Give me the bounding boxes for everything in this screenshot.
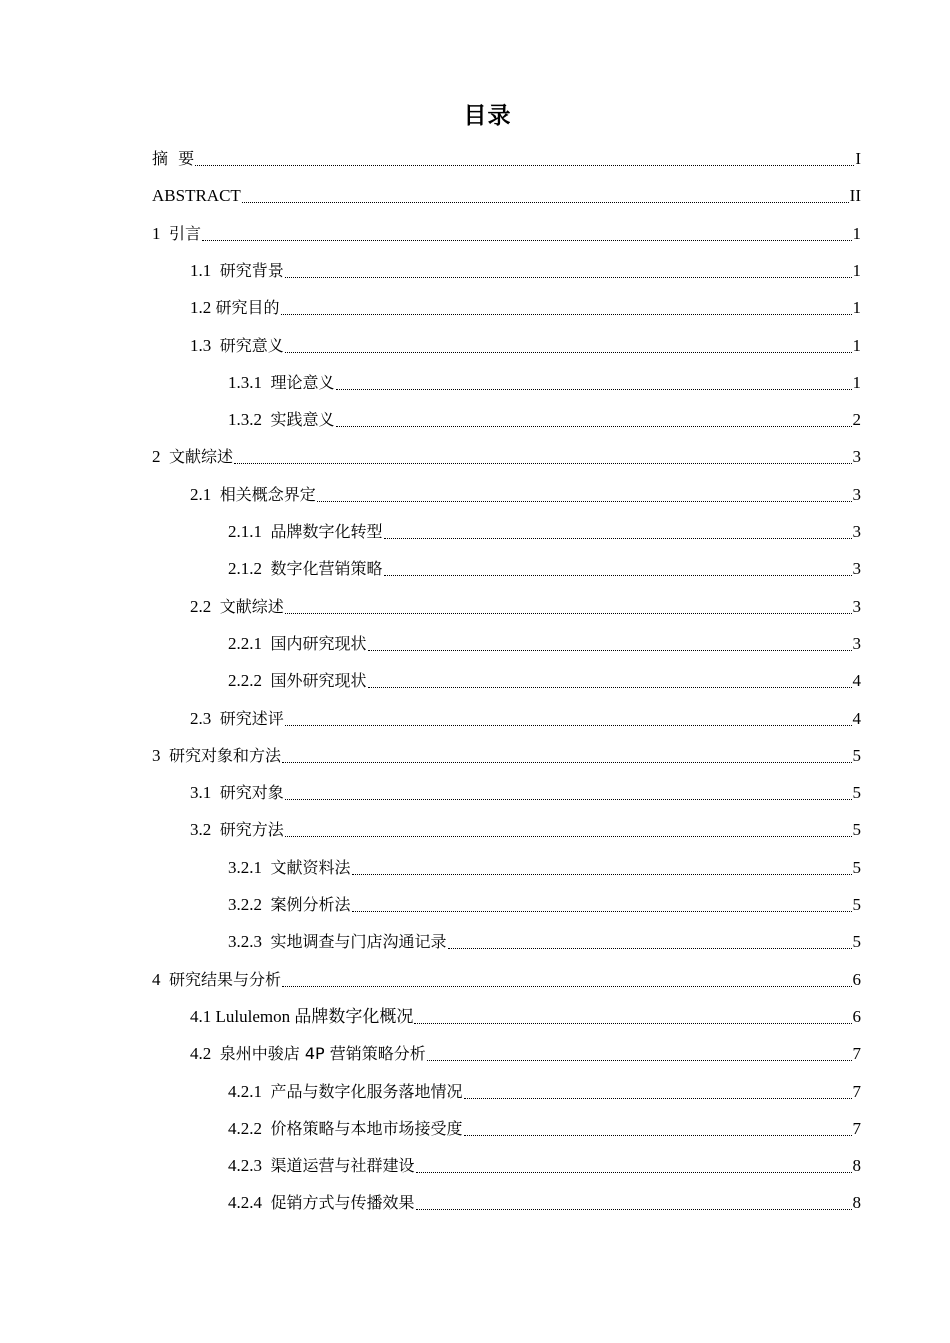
toc-entry-label: 研究述评 [219,708,284,728]
toc-entry-number: 4 [152,969,161,989]
toc-entry-gap [161,970,170,989]
toc-entry-gap [262,410,271,429]
toc-entry-number: 4.2.3 [228,1156,262,1176]
toc-entry[interactable] [228,1111,861,1147]
toc-entry-label: 研究目的 [215,298,280,318]
toc-entry[interactable] [152,216,861,252]
toc-page-number: 7 [852,1118,861,1138]
toc-entry-text [228,1156,415,1176]
toc-page-number: 3 [852,596,861,616]
dot-leader [336,388,852,390]
toc-entry-gap [262,559,271,578]
toc-page-number: 7 [852,1044,861,1064]
toc-entry[interactable] [228,365,861,401]
toc-entry-gap [262,373,271,392]
toc-page-number: 5 [852,932,861,952]
dot-leader [352,910,852,912]
toc-entry-number: 1.1 [190,260,212,280]
toc-entry[interactable] [190,812,861,848]
dot-leader [464,1134,852,1136]
toc-entry-label: 泉州中骏店 4P 营销策略分析 [219,1044,426,1064]
toc-entry-text [190,1007,413,1027]
toc-entry-gap [262,1156,271,1175]
toc-entry-text [152,224,201,244]
toc-entry-label: ABSTRACT [152,186,241,206]
toc-page-number: I [855,149,861,168]
toc-entry-number: 3 [152,745,161,765]
toc-entry-text [228,858,351,878]
toc-entry-label: 实践意义 [270,410,335,430]
toc-entry-number: 2.1.1 [228,522,262,541]
toc-page-number: 1 [852,335,861,355]
toc-entry-label: 品牌数字化转型 [270,522,383,541]
toc-entry-label: 文献综述 [219,596,284,616]
toc-entry-label: 价格策略与本地市场接受度 [270,1118,463,1138]
dot-leader [285,724,852,726]
toc-entry-text [152,970,281,990]
toc-entry[interactable] [190,999,861,1035]
toc-entry-gap [211,261,220,280]
dot-leader [281,313,852,315]
toc-entry-label: 案例分析法 [270,895,351,914]
toc-entry[interactable] [190,253,861,289]
toc-entry-text [152,746,281,766]
toc-entry-label: 研究方法 [219,820,284,840]
toc-entry-number: 2.2.1 [228,633,262,653]
toc-entry[interactable] [190,477,861,513]
toc-page-number: 5 [852,745,861,765]
toc-entry-gap [262,634,271,653]
toc-entry[interactable] [228,887,861,923]
toc-page-number: 8 [852,1156,861,1176]
toc-entry-text [152,186,241,206]
toc-page-number: 8 [852,1193,861,1213]
toc-entry-gap [211,709,220,728]
toc-entry-number: 1 [152,223,161,243]
toc-entry-text [228,932,447,952]
toc-entry-text [190,298,280,318]
toc-entry-gap [161,746,170,765]
toc-entry[interactable] [190,775,861,811]
toc-entry-number: 1.3 [190,335,212,355]
toc-entry-text [228,373,335,393]
toc-entry-label: 相关概念界定 [219,484,316,504]
toc-entry-number: 3.2 [190,820,212,840]
dot-leader [285,835,852,837]
toc-entry-gap [211,485,220,504]
toc-entry-text [228,1082,463,1102]
toc-entry-number: 2.2 [190,596,212,616]
toc-entry-text [190,783,284,803]
toc-entry-gap [262,1193,271,1212]
toc-entry-label: 研究对象 [219,783,284,803]
dot-leader [285,276,852,278]
toc-entry-number: 1.3.1 [228,372,262,392]
toc-entry-gap [262,932,271,951]
toc-entry-text [190,336,284,356]
toc-entry[interactable] [228,514,861,550]
toc-page-number: 3 [852,633,861,653]
toc-entry-gap [211,783,220,802]
toc-entry-text [190,1044,426,1064]
toc-entry-gap [211,1044,220,1063]
dot-leader [448,947,852,949]
dot-leader [282,761,851,763]
toc-entry[interactable] [190,328,861,364]
toc-entry-label: Lululemon 品牌数字化概况 [215,1006,414,1026]
toc-page-number: 1 [852,223,861,243]
toc-page-number: 7 [852,1081,861,1101]
dot-leader [464,1097,852,1099]
toc-entry-gap [262,895,271,914]
toc-entry-number: 2.3 [190,708,212,728]
dot-leader [368,649,852,651]
toc-entry-label: 研究对象和方法 [169,745,282,765]
toc-entry[interactable] [190,1036,861,1072]
toc-entry-number: 2 [152,447,161,467]
dot-leader [242,201,849,203]
toc-entry-label: 促销方式与传播效果 [270,1193,415,1213]
toc-entry[interactable] [228,402,861,438]
toc-entry-label: 实地调查与门店沟通记录 [270,932,447,952]
toc-entry-number: 4.2.1 [228,1081,262,1101]
toc-entry[interactable] [228,626,861,662]
toc-entry-number: 4.1 [190,1006,212,1026]
toc-entry-text [152,149,194,169]
toc-page-number: 5 [852,857,861,877]
toc-entry-label: 文献资料法 [270,857,351,877]
toc-entry-label: 研究背景 [219,260,284,280]
toc-entry[interactable] [228,924,861,960]
toc-entry-text [190,485,316,505]
toc-entry-number: 2.1 [190,484,212,504]
toc-entry-text [228,1193,415,1213]
dot-leader [285,351,852,353]
toc-entry[interactable] [228,1074,861,1110]
toc-entry-label: 文献综述 [169,447,234,467]
toc-page-number: 6 [852,969,861,989]
dot-leader [234,462,851,464]
toc-page-number: 1 [852,260,861,280]
toc-page-number: II [849,186,861,206]
dot-leader [416,1171,852,1173]
toc-entry-label: 渠道运营与社群建设 [270,1156,415,1176]
toc-entry-number: 3.2.2 [228,895,262,914]
toc-entry[interactable] [152,962,861,998]
dot-leader [336,425,852,427]
toc-entry[interactable] [152,178,861,214]
dot-leader [195,164,854,166]
toc-entry-gap [211,597,220,616]
toc-entry-text [228,634,367,654]
toc-entry-number: 1.2 [190,298,212,318]
toc-entry-number: 4.2.4 [228,1193,262,1213]
toc-page-number: 1 [852,372,861,392]
toc-entry-label: 国内研究现状 [270,633,367,653]
toc-entry-gap [211,336,220,355]
toc-page-number: 1 [852,298,861,318]
toc-entry[interactable] [190,589,861,625]
toc-entry-gap [262,522,271,541]
toc-entry-text [228,895,351,915]
toc-entry-label: 产品与数字化服务落地情况 [270,1081,463,1101]
toc-entry[interactable] [190,701,861,737]
dot-leader [317,500,852,502]
toc-entry-text [190,709,284,729]
toc-page-number: 6 [852,1006,861,1026]
toc-page-number: 5 [852,783,861,803]
dot-leader [427,1059,852,1061]
toc-entry-gap [262,1119,271,1138]
toc-entry-gap [262,858,271,877]
toc-page-number: 4 [852,708,861,728]
toc-entry-text [190,261,284,281]
toc-page-number: 4 [852,671,861,691]
toc-entry-number: 3.2.3 [228,932,262,952]
dot-leader [384,574,852,576]
toc-entry[interactable] [228,1185,861,1221]
dot-leader [285,612,852,614]
toc-entry[interactable] [152,738,861,774]
dot-leader [416,1208,852,1210]
dot-leader [414,1022,851,1024]
toc-page-number: 3 [852,484,861,504]
toc-entry[interactable] [152,141,861,177]
toc-page-number: 3 [852,559,861,579]
dot-leader [202,239,851,241]
toc-entry-label: 研究结果与分析 [169,969,282,989]
dot-leader [384,537,852,539]
toc-page-number: 3 [852,522,861,541]
toc-entry-number: 1.3.2 [228,410,262,430]
toc-entry-label: 摘 要 [152,149,195,168]
toc-entry[interactable] [228,551,861,587]
toc-entry[interactable] [228,850,861,886]
toc-title: 目录 [463,103,512,129]
toc-entry-gap [161,224,170,243]
toc-entry-number: 3.2.1 [228,857,262,877]
dot-leader [368,686,852,688]
toc-entry-label: 国外研究现状 [270,671,367,691]
toc-entry[interactable] [190,290,861,326]
toc-entry-gap [161,447,170,466]
toc-entry-text [228,559,383,579]
toc-entry-text [228,522,383,542]
toc-entry-text [190,820,284,840]
toc-entry-gap [262,1082,271,1101]
toc-entry-text [228,671,367,691]
toc-page-number: 3 [852,447,861,467]
toc-entry-number: 2.2.2 [228,671,262,691]
toc-entry-number: 3.1 [190,783,212,803]
toc-entry-label: 引言 [169,223,202,243]
toc-entry-number: 4.2 [190,1044,212,1064]
toc-entry-gap [262,671,271,690]
toc-page-number: 5 [852,895,861,914]
dot-leader [282,985,851,987]
toc-entry-text [228,410,335,430]
toc-entry-label: 数字化营销策略 [270,559,383,579]
toc-page-number: 2 [852,410,861,430]
dot-leader [285,798,852,800]
dot-leader [352,873,852,875]
toc-entry[interactable] [152,439,861,475]
toc-entry-label: 理论意义 [270,372,335,392]
toc-page-number: 5 [852,820,861,840]
toc-entry[interactable] [228,1148,861,1184]
toc-entry-text [190,597,284,617]
toc-entry-number: 2.1.2 [228,559,262,579]
toc-entry-gap [211,820,220,839]
toc-entry-text [228,1119,463,1139]
toc-entry[interactable] [228,663,861,699]
toc-entry-text [152,447,233,467]
toc-entry-label: 研究意义 [219,335,284,355]
toc-entry-number: 4.2.2 [228,1118,262,1138]
